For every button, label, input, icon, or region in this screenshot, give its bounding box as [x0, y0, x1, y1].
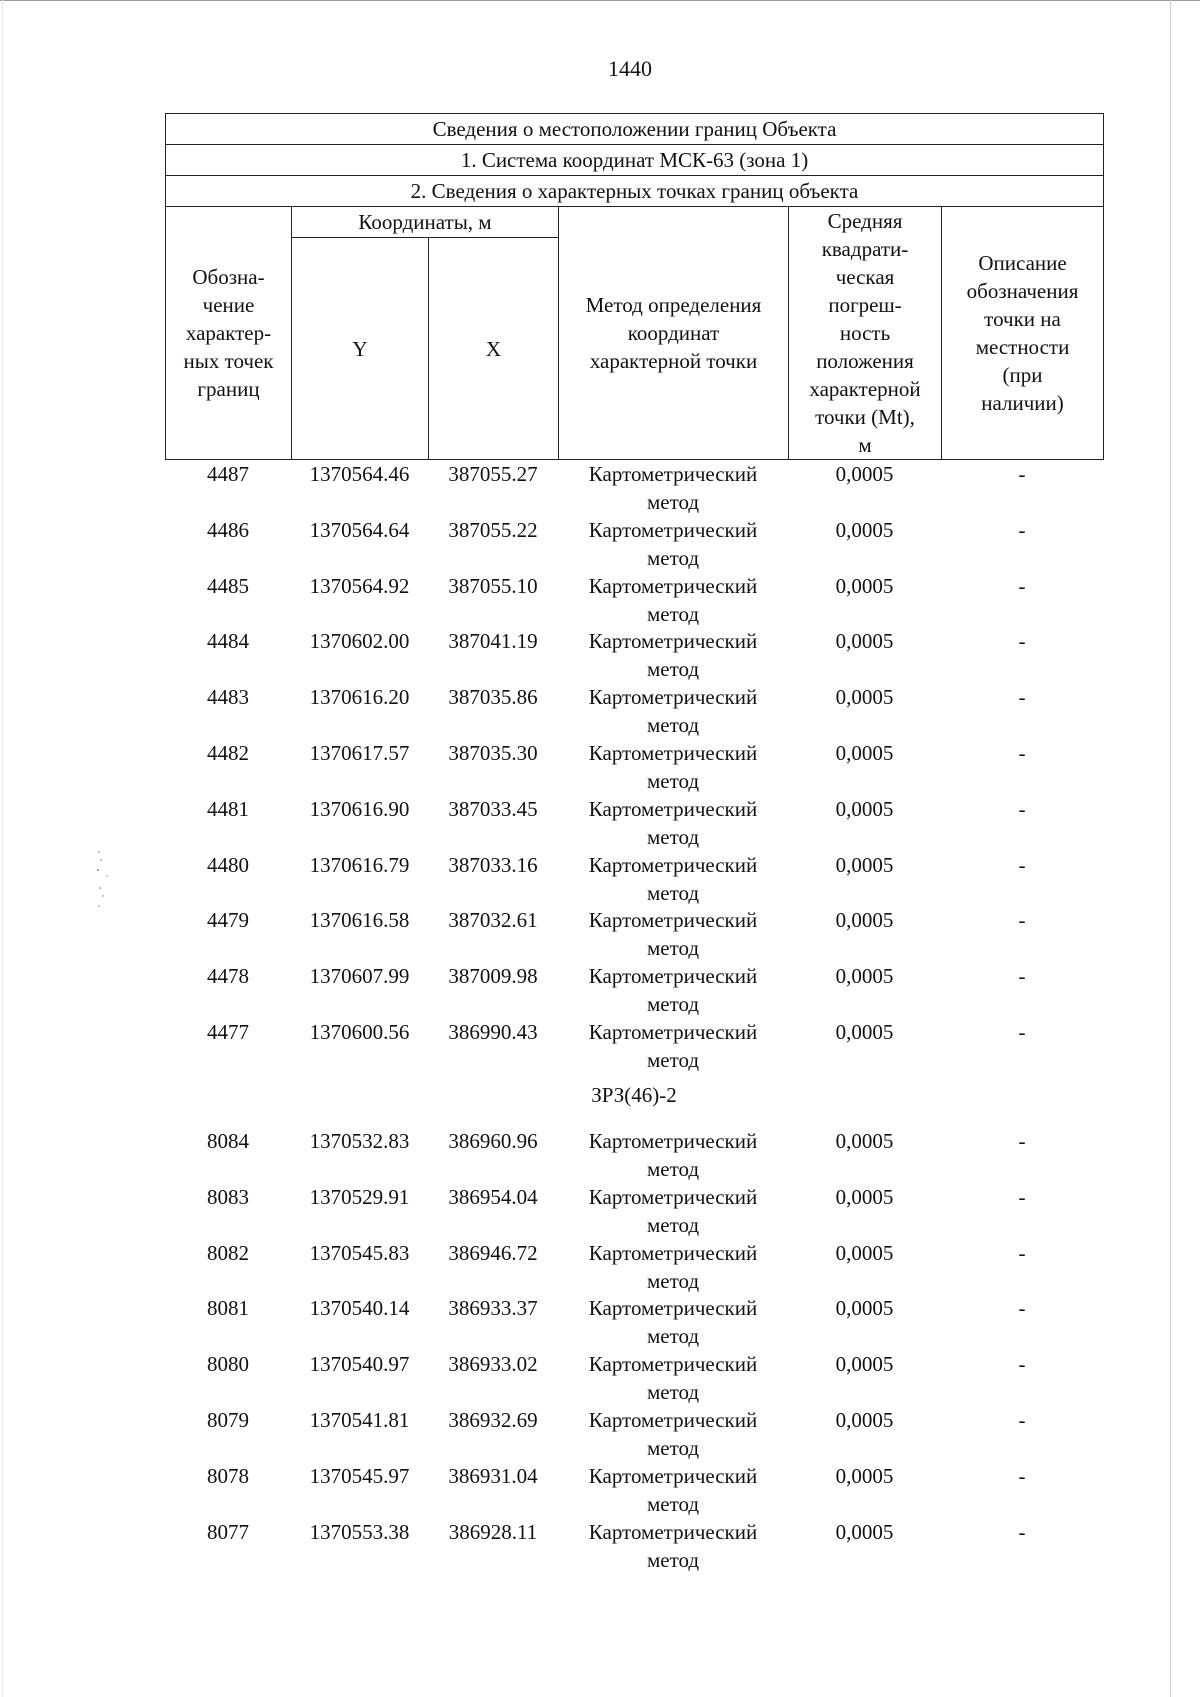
method-line: Картометрический — [588, 462, 758, 486]
method-cell — [558, 1350, 788, 1406]
mean-square-error: 0,0005 — [835, 964, 894, 989]
coord-y: 1370564.92 — [309, 573, 410, 598]
method-line: метод — [646, 1157, 700, 1181]
method-line: метод — [646, 490, 700, 514]
coord-y: 1370600.56 — [309, 1019, 410, 1044]
header-line: квадрати- — [821, 237, 909, 261]
mean-square-error: 0,0005 — [835, 685, 894, 710]
method-cell — [558, 851, 788, 907]
header-title-objects: Сведения о местоположении границ Объекта — [166, 114, 1104, 145]
header-line: (при — [1002, 363, 1043, 387]
header-line: ных точек — [183, 349, 274, 373]
col-header-method — [559, 207, 789, 460]
table-row — [165, 1294, 1103, 1350]
header-table — [165, 113, 1104, 460]
method-line: Картометрический — [588, 964, 758, 989]
coord-x: 387055.27 — [448, 462, 538, 486]
header-line: ность — [839, 321, 891, 345]
point-description: - — [1018, 1352, 1026, 1377]
point-description: - — [1018, 573, 1026, 598]
method-cell — [558, 1462, 788, 1518]
header-line: Обозна- — [192, 265, 265, 289]
mean-square-error: 0,0005 — [835, 517, 894, 542]
header-line: координат — [627, 321, 720, 345]
mean-square-error: 0,0005 — [835, 1296, 894, 1321]
method-cell — [558, 795, 788, 851]
point-description: - — [1018, 796, 1026, 821]
point-description: - — [1018, 1519, 1026, 1544]
coord-y: 1370564.64 — [309, 517, 410, 542]
method-cell — [558, 1518, 788, 1574]
method-cell — [558, 739, 788, 795]
coord-y: 1370564.46 — [309, 462, 410, 486]
method-line: Картометрический — [588, 1296, 758, 1321]
coord-x: 386933.02 — [448, 1352, 538, 1377]
point-id: 8083 — [207, 1184, 249, 1209]
coord-x: 386928.11 — [448, 1519, 538, 1544]
col-header-y: Y — [292, 238, 429, 460]
section-label: ЗРЗ(46)-2 — [591, 1083, 677, 1107]
scan-edge-left — [2, 0, 3, 1697]
method-line: метод — [646, 1268, 700, 1293]
point-id: 4478 — [207, 964, 249, 989]
scan-edge-top — [0, 0, 1200, 6]
table-row — [165, 1183, 1103, 1239]
method-line: Картометрический — [588, 1129, 758, 1153]
coord-x: 387035.86 — [448, 685, 538, 710]
method-line: метод — [646, 936, 700, 961]
coord-y: 1370540.14 — [309, 1296, 410, 1321]
table-row — [165, 962, 1103, 1018]
coord-x: 387032.61 — [448, 908, 538, 933]
method-cell — [558, 906, 788, 962]
point-id: 4482 — [207, 740, 249, 765]
method-line: метод — [646, 1047, 700, 1072]
mean-square-error: 0,0005 — [835, 1519, 894, 1544]
header-line: погреш- — [828, 293, 902, 317]
coord-y: 1370532.83 — [309, 1129, 410, 1153]
method-line: Картометрический — [588, 1184, 758, 1209]
point-id: 4479 — [207, 908, 249, 933]
col-header-designation — [166, 207, 292, 460]
point-id: 4481 — [207, 796, 249, 821]
point-description: - — [1018, 1407, 1026, 1432]
coord-x: 387033.45 — [448, 796, 538, 821]
coord-x: 386960.96 — [448, 1129, 538, 1153]
point-description: - — [1018, 1240, 1026, 1265]
coord-y: 1370545.83 — [309, 1240, 410, 1265]
mean-square-error: 0,0005 — [835, 573, 894, 598]
method-line: Картометрический — [588, 517, 758, 542]
method-line: Картометрический — [588, 1019, 758, 1044]
table-row — [165, 851, 1103, 907]
mean-square-error: 0,0005 — [835, 908, 894, 933]
coord-y: 1370616.90 — [309, 796, 410, 821]
method-line: Картометрический — [588, 796, 758, 821]
header-line: Средняя — [827, 209, 903, 233]
point-description: - — [1018, 517, 1026, 542]
coord-x: 386954.04 — [448, 1184, 538, 1209]
header-title-points: 2. Сведения о характерных точках границ объекта — [166, 176, 1104, 207]
coord-y: 1370616.58 — [309, 908, 410, 933]
table-row — [165, 1406, 1103, 1462]
method-line: Картометрический — [588, 1240, 758, 1265]
point-description: - — [1018, 740, 1026, 765]
method-cell — [558, 627, 788, 683]
table-row — [165, 1239, 1103, 1295]
table-row — [165, 460, 1103, 516]
point-id: 4477 — [207, 1019, 249, 1044]
mean-square-error: 0,0005 — [835, 1129, 894, 1153]
method-cell — [558, 683, 788, 739]
mean-square-error: 0,0005 — [835, 852, 894, 877]
method-line: Картометрический — [588, 908, 758, 933]
coord-x: 387055.22 — [448, 517, 538, 542]
table-row — [165, 1462, 1103, 1518]
header-title-coordinate-system: 1. Система координат МСК-63 (зона 1) — [166, 145, 1104, 176]
method-line: Картометрический — [588, 1463, 758, 1488]
method-line: метод — [646, 657, 700, 682]
method-line: Картометрический — [588, 1519, 758, 1544]
method-line: Картометрический — [588, 573, 758, 598]
coord-y: 1370529.91 — [309, 1184, 410, 1209]
table-row — [165, 739, 1103, 795]
method-cell — [558, 1294, 788, 1350]
method-line: метод — [646, 880, 700, 905]
method-line: Картометрический — [588, 1352, 758, 1377]
table-row — [165, 906, 1103, 962]
method-cell — [558, 460, 788, 516]
point-id: 8078 — [207, 1463, 249, 1488]
coord-x: 386931.04 — [448, 1463, 538, 1488]
mean-square-error: 0,0005 — [835, 1352, 894, 1377]
coord-x: 387009.98 — [448, 964, 538, 989]
point-description: - — [1018, 1019, 1026, 1044]
point-id: 4486 — [207, 517, 249, 542]
coord-x: 386933.37 — [448, 1296, 538, 1321]
mean-square-error: 0,0005 — [835, 1240, 894, 1265]
scan-edge-right — [1170, 0, 1171, 1697]
method-line: метод — [646, 1324, 700, 1349]
coord-y: 1370617.57 — [309, 740, 410, 765]
coord-y: 1370553.38 — [309, 1519, 410, 1544]
method-line: Картометрический — [588, 740, 758, 765]
header-line: местности — [975, 335, 1070, 359]
point-id: 8079 — [207, 1407, 249, 1432]
method-line: метод — [646, 1547, 700, 1572]
point-description: - — [1018, 1129, 1026, 1153]
header-line: ческая — [835, 265, 895, 289]
table-row — [165, 572, 1103, 628]
coord-x: 386932.69 — [448, 1407, 538, 1432]
point-description: - — [1018, 629, 1026, 654]
point-id: 4485 — [207, 573, 249, 598]
coord-x: 387033.16 — [448, 852, 538, 877]
method-cell — [558, 572, 788, 628]
method-line: метод — [646, 824, 700, 849]
header-line: характерной точки — [589, 349, 758, 373]
col-header-x: X — [429, 238, 559, 460]
mean-square-error: 0,0005 — [835, 1463, 894, 1488]
coord-y: 1370541.81 — [309, 1407, 410, 1432]
method-line: Картометрический — [588, 852, 758, 877]
point-id: 8077 — [207, 1519, 249, 1544]
col-header-description — [942, 207, 1104, 460]
point-id: 4487 — [207, 462, 249, 486]
coord-x: 386990.43 — [448, 1019, 538, 1044]
coord-x: 387055.10 — [448, 573, 538, 598]
header-line: Описание — [978, 251, 1067, 275]
header-line: характер- — [185, 321, 272, 345]
method-line: метод — [646, 768, 700, 793]
point-description: - — [1018, 1296, 1026, 1321]
method-line: метод — [646, 1491, 700, 1516]
coord-y: 1370607.99 — [309, 964, 410, 989]
col-header-error — [789, 207, 942, 460]
mean-square-error: 0,0005 — [835, 796, 894, 821]
point-description: - — [1018, 964, 1026, 989]
method-line: Картометрический — [588, 1407, 758, 1432]
mean-square-error: 0,0005 — [835, 629, 894, 654]
scan-specks — [95, 848, 115, 928]
method-line: Картометрический — [588, 629, 758, 654]
point-description: - — [1018, 462, 1026, 486]
method-cell — [558, 516, 788, 572]
method-line: метод — [646, 1212, 700, 1237]
table-row — [165, 1018, 1103, 1074]
header-line: характерной — [809, 377, 921, 401]
method-cell — [558, 1018, 788, 1074]
point-id: 4480 — [207, 852, 249, 877]
point-description: - — [1018, 908, 1026, 933]
header-line: положения — [816, 349, 914, 373]
page-number: 1440 — [608, 56, 652, 81]
point-rows-group-2 — [165, 1127, 1103, 1573]
header-line: чение — [202, 293, 255, 317]
coord-y: 1370616.79 — [309, 852, 410, 877]
method-cell — [558, 1239, 788, 1295]
method-line: Картометрический — [588, 685, 758, 710]
point-description: - — [1018, 1184, 1026, 1209]
table-row — [165, 516, 1103, 572]
mean-square-error: 0,0005 — [835, 1184, 894, 1209]
method-line: метод — [646, 1380, 700, 1405]
table-row — [165, 1127, 1103, 1183]
point-description: - — [1018, 852, 1026, 877]
table-row — [165, 795, 1103, 851]
method-line: метод — [646, 1435, 700, 1460]
mean-square-error: 0,0005 — [835, 1407, 894, 1432]
point-id: 8080 — [207, 1352, 249, 1377]
header-line: точки на — [984, 307, 1061, 331]
coord-y: 1370540.97 — [309, 1352, 410, 1377]
coord-x: 387041.19 — [448, 629, 538, 654]
point-id: 8081 — [207, 1296, 249, 1321]
method-line: метод — [646, 545, 700, 570]
method-cell — [558, 1127, 788, 1183]
mean-square-error: 0,0005 — [835, 1019, 894, 1044]
mean-square-error: 0,0005 — [835, 740, 894, 765]
table-row — [165, 627, 1103, 683]
header-line: Метод определения — [585, 293, 762, 317]
header-line: м — [858, 433, 872, 457]
header-line: границ — [197, 377, 260, 401]
method-cell — [558, 1406, 788, 1462]
point-id: 8084 — [207, 1129, 249, 1153]
table-row — [165, 683, 1103, 739]
table-row — [165, 1350, 1103, 1406]
point-rows-group-1 — [165, 460, 1103, 1074]
coord-x: 386946.72 — [448, 1240, 538, 1265]
method-line: метод — [646, 601, 700, 626]
coord-y: 1370616.20 — [309, 685, 410, 710]
method-line: метод — [646, 992, 700, 1017]
point-description: - — [1018, 1463, 1026, 1488]
point-description: - — [1018, 685, 1026, 710]
header-line: наличии) — [981, 391, 1064, 415]
coord-y: 1370545.97 — [309, 1463, 410, 1488]
header-line: точки (Mt), — [815, 405, 915, 429]
table-row — [165, 1518, 1103, 1574]
header-line: обозначения — [966, 279, 1079, 303]
point-id: 8082 — [207, 1240, 249, 1265]
col-header-coordinates: Координаты, м — [292, 207, 559, 238]
method-line: метод — [646, 713, 700, 738]
mean-square-error: 0,0005 — [835, 462, 894, 486]
coord-x: 387035.30 — [448, 740, 538, 765]
method-cell — [558, 962, 788, 1018]
method-cell — [558, 1183, 788, 1239]
coord-y: 1370602.00 — [309, 629, 410, 654]
point-id: 4484 — [207, 629, 249, 654]
point-id: 4483 — [207, 685, 249, 710]
